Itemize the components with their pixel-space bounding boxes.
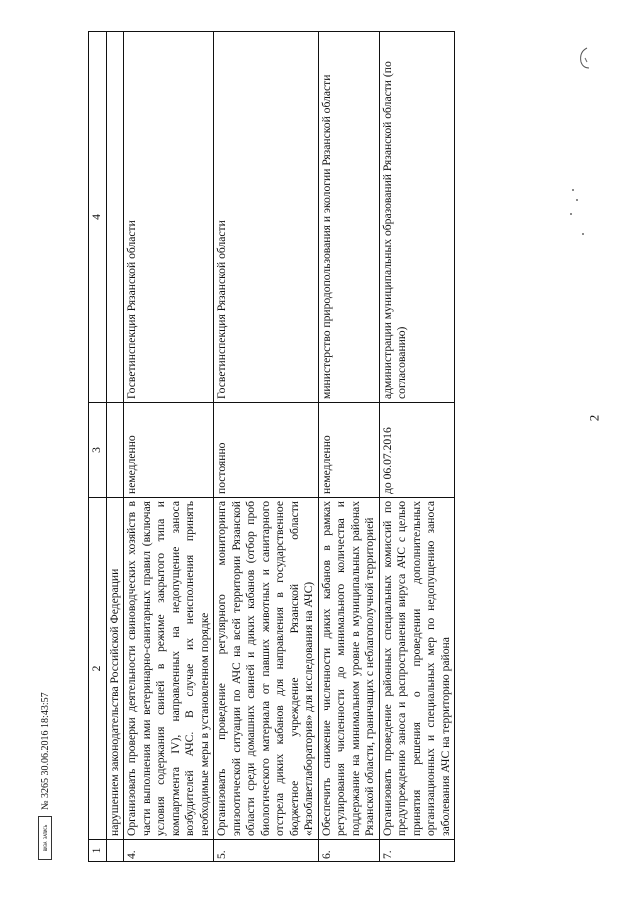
table-header-row: [89, 32, 107, 862]
responsible: администрации муниципальных образований Рязанской области (по согласованию): [379, 32, 455, 403]
row-number: 5.: [214, 840, 319, 862]
document-footer: [38, 500, 58, 860]
deadline: немедленно: [318, 403, 379, 498]
table-row: [318, 32, 379, 862]
header-col-3: 3: [89, 403, 107, 498]
page-number: 2: [586, 414, 602, 422]
header-col-2: 2: [89, 498, 107, 840]
continuation-text: нарушением законодательства Российской Федерации: [106, 498, 124, 840]
responsible: Госветинспекция Рязанской области: [214, 32, 319, 403]
measure-text: Организовать проведение регулярного мониторинга эпизоотической ситуации по АЧС на всей территории Рязанской области среди домашних свиней и диких кабанов (отбор проб биологического материала от павших животных и санитарного отстрела диких кабанов для направления в государственное бюджетное учреждение Рязанской области «Рязоблветлаборатория» для исследования на АЧС): [214, 498, 319, 840]
stamp-text: ВИЗА ЗАПИСЬ: [42, 824, 48, 852]
responsible: министерство природопользования и экологии Рязанской области: [318, 32, 379, 403]
row-number: 7.: [379, 840, 455, 862]
measure-text: Обеспечить снижение численности диких кабанов в рамках регулирования численности до минимального количества и поддержание на минимальном уровне в муниципальных районах Рязанской области, граничащих с неблагополучной территорией: [318, 498, 379, 840]
deadline: немедленно: [124, 403, 214, 498]
measures-table: [88, 31, 455, 862]
row-number: 6.: [318, 840, 379, 862]
table-row: [214, 32, 319, 862]
measure-text: Организовать проведение районных специальных комиссий по предупреждению заноса и распространения вируса АЧС с целью принятия решения о проведении дополнительных организационных и специальных мер по недопущению заноса заболевания АЧС на территорию района: [379, 498, 455, 840]
pen-marks: [565, 30, 605, 270]
document-reference: № 3265 30.06.2016 18:43:57: [39, 692, 51, 810]
row-number: 4.: [124, 840, 214, 862]
deadline: постоянно: [214, 403, 319, 498]
header-col-4: 4: [89, 32, 107, 403]
table-row: [124, 32, 214, 862]
registration-stamp: [38, 816, 52, 860]
responsible: Госветинспекция Рязанской области: [124, 32, 214, 403]
table-row: [379, 32, 455, 862]
table-row-continuation: [106, 32, 124, 862]
header-col-1: 1: [89, 840, 107, 862]
deadline: до 06.07.2016: [379, 403, 455, 498]
rotated-document-table: [88, 32, 558, 862]
measure-text: Организовать проверки деятельности свиноводческих хозяйств в части выполнения ими ветеринарно-санитарных правил (включая условия содержания свиней в режиме закрытого типа и компартмента IV), направленных на недопущение заноса возбудителей АЧС. В случае их неисполнения принять необходимые меры в установленном порядке: [124, 498, 214, 840]
